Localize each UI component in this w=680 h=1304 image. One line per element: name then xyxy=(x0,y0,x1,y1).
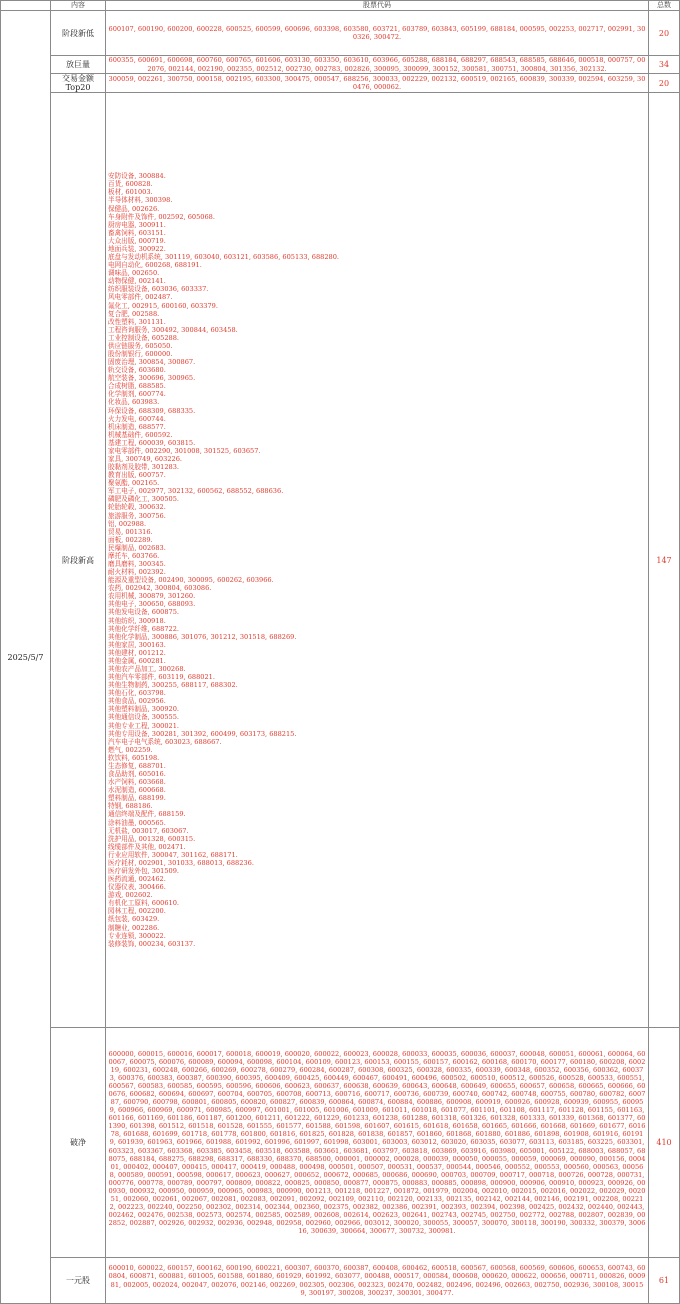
codes-one-yuan: 600010, 600022, 600157, 600162, 600190, 600221, 600307, 600370, 600387, 600408, 600462, 600518, 600567, 600568, 600569, 600606, 600653, 600743, 600804, 600871, 600881, 601005, 601588, 601880, 601929, 601992, 603077, 000488, 000517, 000584, 000608, 000620, 000622, 000656, 000711, 000826, 000981, 002005, 002024, 002047, 002076, 002146, 002269, 002305, 002306, 002323, 002470, 002482, 002496, 002496, 002663, 002750, 002936, 300108, 300159, 300197, 300208, 300237, 300301, 300477. xyxy=(106,1258,649,1304)
row-one-yuan xyxy=(1,1258,680,1304)
industry-line: 耐火材料, 002392. xyxy=(108,568,166,577)
count-new-low: 20 xyxy=(649,11,680,56)
header-content: 内容 xyxy=(51,1,106,11)
industry-line: 塑料制品, 688199. xyxy=(108,794,166,803)
industry-line: 火力发电, 600744. xyxy=(108,414,166,423)
industry-line: 底盘与发动机系统, 301119, 603040, 603121, 603586, 605133, 688280. xyxy=(108,253,340,262)
industry-line: 游戏, 002602. xyxy=(108,891,153,900)
industry-line: 制糖业, 002286. xyxy=(108,923,160,932)
industry-line: 化妆品, 603983. xyxy=(108,398,160,407)
industry-line: 仪器仪表, 300466. xyxy=(108,883,166,892)
row-huge-volume xyxy=(1,56,680,74)
industry-line: 基建工程, 600039, 603815. xyxy=(108,438,196,447)
industry-line: 铝, 002988. xyxy=(108,519,147,528)
industry-line: 军工电子, 002977, 302132, 600562, 688552, 688636. xyxy=(108,487,284,496)
industry-line: 生态修复, 688701. xyxy=(108,761,166,770)
industry-line: 面板, 002289. xyxy=(108,535,153,544)
industry-line: 股份制银行, 600000. xyxy=(108,349,173,358)
industry-line: 大众出版, 000719. xyxy=(108,236,166,245)
header-total: 总数 xyxy=(649,1,680,11)
industry-line: 动物保健, 002141. xyxy=(108,277,166,286)
industry-line: 工程咨询服务, 300492, 300844, 603458. xyxy=(108,325,238,334)
industry-line: 其他生物制药, 300255, 688117, 688302. xyxy=(108,681,238,690)
industry-line: 其他发电设备, 600875. xyxy=(108,608,180,617)
industry-line: 医疗研发外包, 301509. xyxy=(108,866,180,875)
industry-line: 其他电子, 300650, 688093. xyxy=(108,600,196,609)
row-new-low xyxy=(1,11,680,56)
industry-line: 改性塑料, 301131. xyxy=(108,317,166,326)
count-huge-volume: 34 xyxy=(649,56,680,74)
row-name-new-high: 阶段新高 xyxy=(51,93,106,1028)
industry-line: 固废治理, 300854, 300867. xyxy=(108,358,196,367)
industry-line: 其他化学制品, 300886, 301076, 301212, 301518, 688269. xyxy=(108,632,297,641)
industry-line: 旅游服务, 300756. xyxy=(108,511,166,520)
industry-line: 其他通信设备, 300555. xyxy=(108,713,180,722)
industry-line: 燃气, 002259. xyxy=(108,745,153,754)
codes-new-high xyxy=(106,93,649,1028)
row-top20 xyxy=(1,74,680,93)
industry-line: 特钢, 688186. xyxy=(108,802,153,811)
industry-line: 摩托车, 603766. xyxy=(108,551,160,560)
codes-huge-volume: 600355, 600691, 600698, 600760, 600765, 601606, 603130, 603350, 603610, 603966, 605288, 688184, 688297, 688543, 688585, 688646, 000518, 000757, 002076, 002144, 002190, 002355, 002512, 002730, 002783, 002826, 300095, 300099, 300152, 300581, 300751, 300804, 301356, 302132. xyxy=(106,56,649,74)
industry-line: 安防设备, 300884. xyxy=(108,172,166,181)
industry-line: 食品助剂, 605016. xyxy=(108,770,166,779)
industry-line: 家具, 300749, 603226. xyxy=(108,454,183,463)
industry-line: 聚氨酯, 002165. xyxy=(108,479,160,488)
industry-line: 磷肥及磷化工, 300505. xyxy=(108,495,180,504)
industry-line: 其他家居, 300163. xyxy=(108,640,166,649)
industry-line: 纺织服装设备, 603036, 603337. xyxy=(108,285,209,294)
industry-line: 供应链服务, 605050. xyxy=(108,341,173,350)
industry-line: 家电零部件, 002290, 301008, 301525, 603657. xyxy=(108,446,261,455)
industry-line: 其他石化, 603798. xyxy=(108,689,166,698)
row-name-top20: 交易金额Top20 xyxy=(51,74,106,93)
industry-line: 其他汽车零部件, 603119, 688021. xyxy=(108,673,215,682)
date-cell: 2025/5/7 xyxy=(1,11,51,1304)
codes-below-book: 600000, 600015, 600016, 600017, 600018, 600019, 600020, 600022, 600023, 600028, 600033, 600035, 600036, 600037, 600048, 600051, 600061, 600064, 600067, 600075, 600076, 600089, 600094, 600098, 600104, 600109, 600123, 600153, 600155, 600157, 600162, 600168, 600170, 600177, 600180, 600208, 600219, 600231, 600248, 600266, 600269, 600278, 600279, 600284, 600287, 600308, 600325, 600328, 600335, 600339, 600348, 600352, 600356, 600362, 600373, 600376, 600383, 600387, 600390, 600395, 600409, 600425, 600449, 600467, 600491, 600496, 600502, 600510, 600512, 600526, 600528, 600533, 600551, 600567, 600583, 600585, 600595, 600596, 600606, 600623, 600637, 600638, 600639, 600643, 600648, 600649, 600655, 600657, 600658, 600665, 600666, 600676, 600682, 600694, 600697, 600704, 600705, 600708, 600713, 600716, 600717, 600736, 600739, 600740, 600742, 600748, 600755, 600780, 600782, 600787, 600790, 600798, 600801, 600805, 600820, 600827, 600839, 600864, 600874, 600884, 600886, 600908, 600919, 600926, 600928, 600939, 600955, 600959, 600966, 600969, 600971, 600985, 600997, 601001, 601005, 601006, 601009, 601011, 601018, 601077, 601101, 601108, 601117, 601128, 601155, 601163, 601166, 601169, 601186, 601187, 601200, 601211, 601222, 601229, 601233, 601238, 601288, 601318, 601326, 601328, 601333, 601339, 601368, 601377, 601390, 601398, 601512, 601518, 601528, 601555, 601577, 601588, 601598, 601607, 601615, 601618, 601658, 601665, 601666, 601668, 601669, 601677, 601678, 601688, 601699, 601718, 601778, 601800, 601816, 601825, 601828, 601838, 601857, 601860, 601868, 601880, 601886, 601898, 601908, 601916, 601919, 601939, 601963, 601966, 601988, 601992, 601996, 601997, 601998, 603001, 603003, 603012, 603020, 603035, 603077, 603113, 603185, 603225, 603301, 603323, 603367, 603368, 603385, 603458, 603518, 603588, 603661, 603681, 603797, 603818, 603869, 603916, 603980, 605001, 605122, 688003, 688057, 688075, 688184, 688275, 688298, 688317, 688330, 688370, 688500, 000001, 000002, 000028, 000039, 000050, 000055, 000059, 000069, 000090, 000156, 000401, 000402, 000407, 000415, 000417, 000419, 000488, 000498, 000501, 000507, 000531, 000537, 000544, 000546, 000552, 000553, 000560, 000563, 000568, 000589, 000591, 000598, 000617, 000623, 000627, 000652, 000672, 000685, 000686, 000690, 000703, 000709, 000717, 000718, 000726, 000728, 000731, 000776, 000778, 000789, 000797, 000809, 000822, 000825, 000850, 000877, 000875, 000883, 000885, 000898, 000900, 000906, 000910, 000923, 000926, 000930, 000932, 000950, 000959, 000965, 000983, 000990, 001213, 001218, 001227, 001872, 001979, 002004, 002010, 002015, 002016, 002022, 002029, 002051, 002060, 002061, 002067, 002081, 002083, 002091, 002092, 002109, 002110, 002120, 002133, 002135, 002142, 002144, 002146, 002191, 002208, 002212, 002223, 002240, 002250, 002302, 002314, 002344, 002360, 002375, 002382, 002386, 002391, 002393, 002394, 002398, 002425, 002432, 002440, 002443, 002462, 002476, 002538, 002573, 002574, 002585, 002589, 002608, 002614, 002623, 002641, 002743, 002745, 002750, 002772, 002788, 002807, 002839, 002852, 002887, 002926, 002932, 002936, 002948, 002958, 002960, 002966, 003012, 300020, 300055, 300057, 300070, 300118, 300190, 300332, 300379, 300616, 300639, 300664, 300677, 300732, 300981. xyxy=(106,1028,649,1258)
industry-line: 园林工程, 002200. xyxy=(108,907,166,916)
industry-line: 农药, 002942, 300804, 603086. xyxy=(108,584,212,593)
industry-line: 其他食品, 002956. xyxy=(108,697,166,706)
industry-line: 复合肥, 002588. xyxy=(108,309,160,318)
industry-line: 胶黏剂及胶带, 301283. xyxy=(108,463,180,472)
industry-line: 其他塑料制品, 300920. xyxy=(108,705,180,714)
industry-line: 教育出版, 600757. xyxy=(108,471,166,480)
industry-line: 其他化学纤维, 688722. xyxy=(108,624,180,633)
row-name-new-low: 阶段新低 xyxy=(51,11,106,56)
industry-line: 民爆制品, 002683. xyxy=(108,543,166,552)
industry-line: 调味品, 002650. xyxy=(108,269,160,278)
industry-line: 洗护用品, 001328, 600315. xyxy=(108,834,196,843)
row-new-high xyxy=(1,93,680,1028)
industry-line: 专业连锁, 300022. xyxy=(108,931,166,940)
count-below-book: 410 xyxy=(649,1028,680,1258)
industry-line: 轨交设备, 603680. xyxy=(108,366,166,375)
row-name-below-book: 破净 xyxy=(51,1028,106,1258)
industry-line: 工业控制设备, 605288. xyxy=(108,333,180,342)
industry-line: 软饮料, 605198. xyxy=(108,753,160,762)
industry-line: 无机盐, 003017, 603067. xyxy=(108,826,189,835)
header-codes: 股票代码 xyxy=(106,1,649,11)
industry-line: 贸易, 001316. xyxy=(108,527,153,536)
industry-line: 机床制造, 688577. xyxy=(108,422,166,431)
codes-top20: 300059, 002261, 300750, 000158, 002195, 603300, 300475, 000547, 688256, 300033, 002229, 002132, 600519, 002165, 600839, 300339, 002594, 603259, 300476, 000062. xyxy=(106,74,649,93)
header-date xyxy=(1,1,51,11)
industry-line: 氟化工, 002915, 600160, 603379. xyxy=(108,301,218,310)
industry-line: 合成树脂, 688585. xyxy=(108,382,166,391)
industry-line: 机械基础件, 600592. xyxy=(108,430,173,439)
industry-line: 地面兵装, 300922. xyxy=(108,244,166,253)
count-new-high: 147 xyxy=(649,93,680,1028)
industry-line: 装修装饰, 000234, 603137. xyxy=(108,939,196,948)
industry-line: 其他建材, 001212. xyxy=(108,648,166,657)
row-name-huge-volume: 放巨量 xyxy=(51,56,106,74)
industry-line: 厨房电器, 300911. xyxy=(108,220,166,229)
industry-line: 水泥制造, 600668. xyxy=(108,786,166,795)
count-one-yuan: 61 xyxy=(649,1258,680,1304)
industry-line: 车身附件及饰件, 002592, 605068. xyxy=(108,212,215,221)
industry-line: 化学制剂, 600774. xyxy=(108,390,166,399)
industry-line: 其他专业工程, 300021. xyxy=(108,721,180,730)
industry-line: 畜禽饲料, 603151. xyxy=(108,228,166,237)
industry-line: 能源及重型设备, 002490, 300095, 600262, 603966. xyxy=(108,576,274,585)
industry-line: 线缆部件及其他, 002471. xyxy=(108,842,186,851)
count-top20: 20 xyxy=(649,74,680,93)
industry-line: 通信终端及配件, 688159. xyxy=(108,810,186,819)
industry-line: 其他金属, 600281. xyxy=(108,656,166,665)
industry-line: 医药流通, 002462. xyxy=(108,875,166,884)
industry-line: 电网自动化, 600268, 688191. xyxy=(108,261,202,270)
industry-line: 环保设备, 688309, 688335. xyxy=(108,406,196,415)
industry-line: 航空装备, 300696, 300965. xyxy=(108,374,196,383)
industry-line: 其他专用设备, 300281, 301392, 600499, 603173, 688215. xyxy=(108,729,297,738)
industry-line: 其他纺织, 300918. xyxy=(108,616,166,625)
industry-line: 风电零部件, 002487. xyxy=(108,293,173,302)
industry-line: 板材, 601003. xyxy=(108,188,153,197)
industry-line: 保健品, 002626. xyxy=(108,204,160,213)
industry-line: 其他农产品加工, 300268. xyxy=(108,665,186,674)
industry-line: 水产饲料, 603668. xyxy=(108,778,166,787)
industry-line: 有机化工原料, 600610. xyxy=(108,899,180,908)
industry-line: 半导体材料, 300398. xyxy=(108,196,173,205)
industry-line: 百货, 600828. xyxy=(108,180,153,189)
industry-line: 行业应用软件, 300047, 301162, 688171. xyxy=(108,850,238,859)
header-row xyxy=(1,1,680,11)
row-below-book xyxy=(1,1028,680,1258)
industry-line: 医疗耗材, 002901, 301033, 688013, 688236. xyxy=(108,858,254,867)
industry-line: 农用机械, 300879, 301260. xyxy=(108,592,196,601)
industry-line: 纸包装, 603429. xyxy=(108,915,160,924)
industry-line: 涂料油墨, 000565. xyxy=(108,818,166,827)
industry-line: 磨具磨料, 300345. xyxy=(108,560,166,568)
codes-new-low: 600107, 600190, 600200, 600228, 600525, 600599, 600696, 603398, 603580, 603721, 603789, 603843, 605199, 688184, 000595, 002253, 002717, 002991, 300326, 300472. xyxy=(106,11,649,56)
industry-line: 轮胎轮毂, 300632. xyxy=(108,503,166,512)
industry-line: 汽车电子电气系统, 603023, 688667. xyxy=(108,737,222,746)
row-name-one-yuan: 一元股 xyxy=(51,1258,106,1304)
